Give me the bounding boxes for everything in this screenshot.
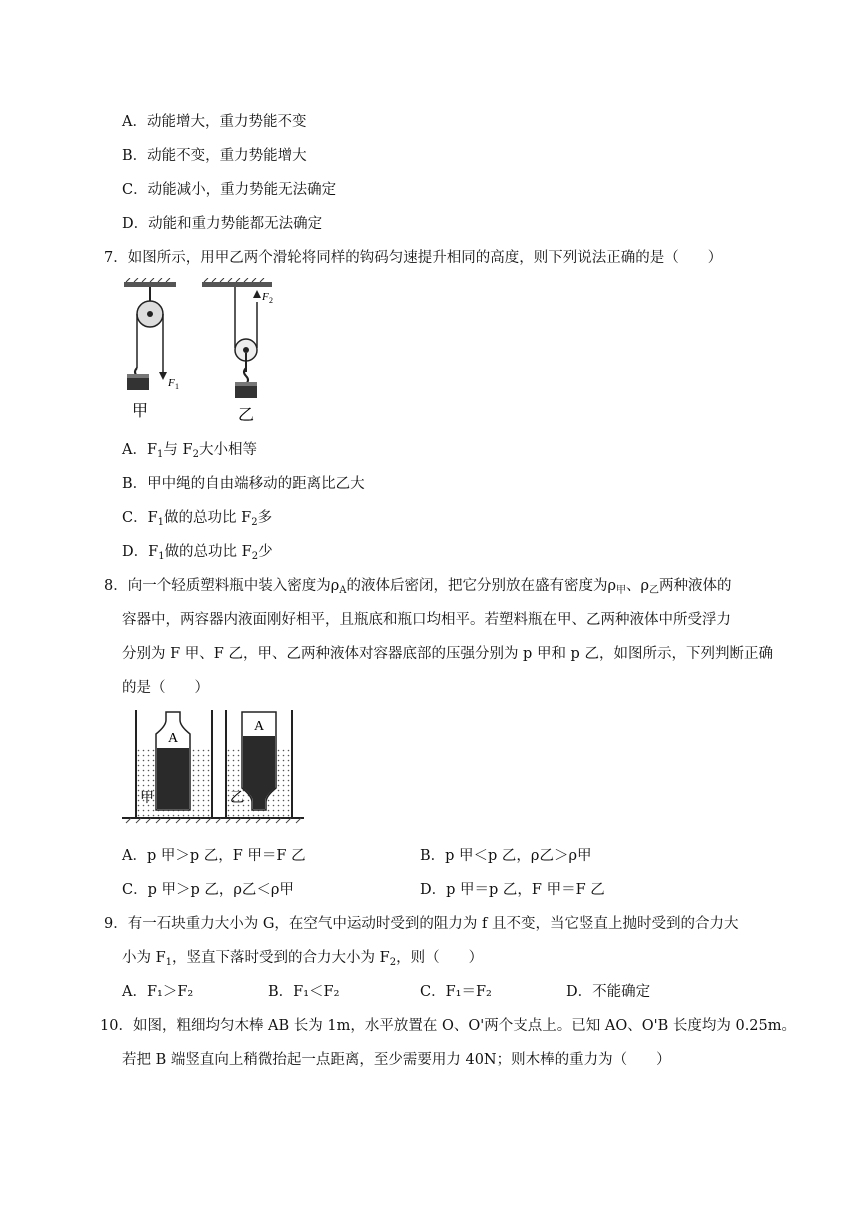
q7-option-c: C．$F_1$做的总功比 $F_2$多 — [122, 510, 273, 528]
svg-text:A: A — [168, 731, 179, 746]
q7-option-d: D．$F_1$做的总功比 $F_2$少 — [122, 544, 273, 562]
svg-text:甲: 甲 — [140, 790, 154, 806]
q8-stem-line2: 容器中，两容器内液面刚好相平，且瓶底和瓶口均相平。若塑料瓶在甲、乙两种液体中所受浮力 — [122, 612, 731, 628]
q8-option-a: A．p 甲＞p 乙，F 甲＝F 乙 — [122, 848, 306, 864]
q10-stem-line2: 若把 B 端竖直向上稍微抬起一点距离，至少需要用力 40N；则木棒的重力为（ ） — [122, 1052, 671, 1068]
svg-text:1: 1 — [175, 382, 179, 391]
q7-option-b: B．甲中绳的自由端移动的距离比乙大 — [122, 476, 365, 492]
ceiling-left — [124, 282, 176, 287]
ceiling-right — [202, 282, 272, 287]
q6-option-b: B．动能不变，重力势能增大 — [122, 148, 307, 164]
q6-option-d: D．动能和重力势能都无法确定 — [122, 216, 323, 232]
bottle-figure — [122, 704, 304, 828]
q9-stem-line1: 9．有一石块重力大小为 G，在空气中运动时受到的阻力为 f 且不变，当它竖直上抛时受到的合力大 — [104, 916, 739, 932]
q9-option-a: A．F₁＞F₂ — [122, 984, 194, 1000]
q7-option-a: A．$F_1$与 $F_2$大小相等 — [122, 442, 257, 460]
q8-stem-line3: 分别为 F 甲、F 乙，甲、乙两种液体对容器底部的压强分别为 p 甲和 p 乙，如图所示，下列判断正确 — [122, 646, 773, 662]
q8-stem-line4: 的是（ ） — [122, 680, 209, 696]
q8-option-d: D．p 甲＝p 乙，F 甲＝F 乙 — [420, 882, 605, 898]
q8-stem-line1: 8．向一个轻质塑料瓶中装入密度为$\rho_A$的液体后密闭，把它分别放在盛有密度为$\rho_甲$、$\rho_乙$两种液体的 — [104, 578, 732, 596]
svg-text:甲: 甲 — [132, 401, 149, 420]
q6-option-c: C．动能减小，重力势能无法确定 — [122, 182, 337, 198]
svg-text:A: A — [254, 719, 265, 734]
pulley-figure — [122, 278, 282, 424]
svg-text:2: 2 — [269, 296, 273, 305]
svg-text:乙: 乙 — [238, 405, 255, 424]
q9-option-c: C．F₁＝F₂ — [420, 984, 492, 1000]
svg-text:F: F — [262, 291, 269, 303]
svg-text:乙: 乙 — [230, 790, 244, 806]
q9-option-b: B．F₁＜F₂ — [268, 984, 340, 1000]
q9-stem-line2: 小为 $F_1$，竖直下落时受到的合力大小为 $F_2$，则（ ） — [122, 950, 484, 968]
q10-stem-line1: 10．如图，粗细均匀木棒 AB 长为 1m，水平放置在 O、O'两个支点上。已知 AO、O'B 长度均为 0.25m。 — [100, 1018, 796, 1034]
q6-option-a: A．动能增大，重力势能不变 — [122, 114, 307, 130]
q8-option-c: C．p 甲＞p 乙，ρ乙＜ρ甲 — [122, 882, 294, 898]
q9-option-d: D．不能确定 — [566, 984, 651, 1000]
svg-text:F: F — [168, 377, 175, 389]
q8-option-b: B．p 甲＜p 乙，ρ乙＞ρ甲 — [420, 848, 592, 864]
q7-stem: 7．如图所示，用甲乙两个滑轮将同样的钩码匀速提升相同的高度，则下列说法正确的是（ ） — [104, 250, 723, 266]
